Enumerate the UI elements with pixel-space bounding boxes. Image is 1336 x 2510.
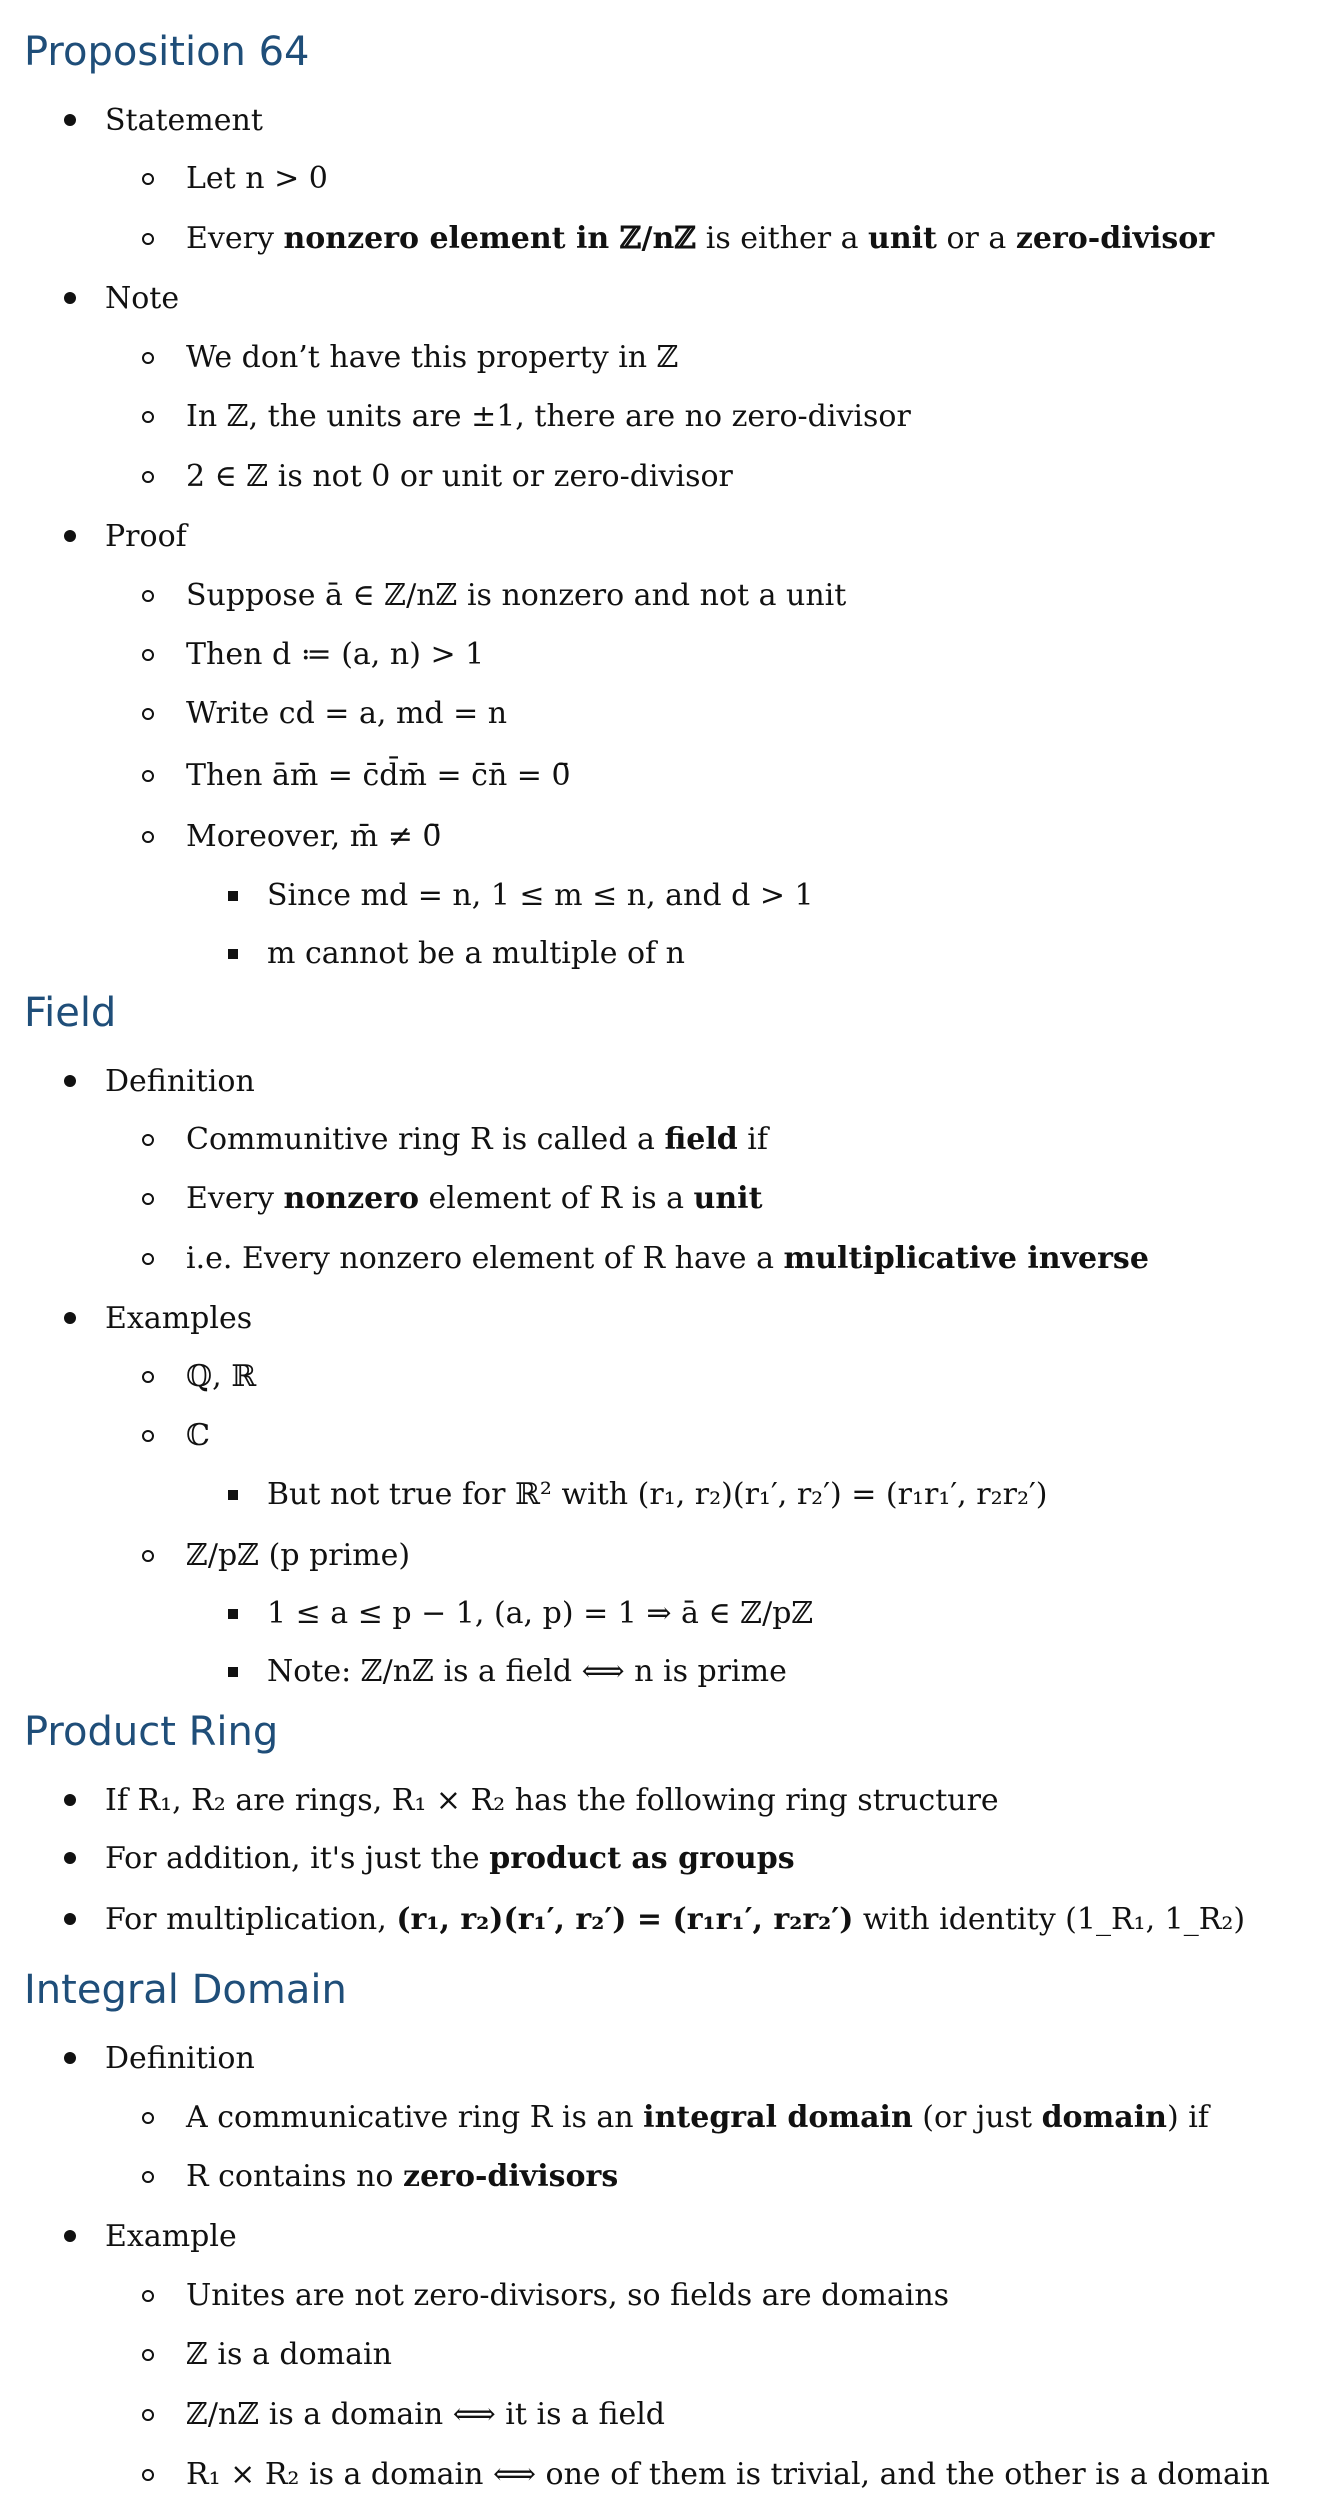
bullet-icon <box>64 530 76 542</box>
item-note-1: We don’t have this property in ℤ <box>186 340 679 375</box>
square-bullet-icon <box>228 949 238 959</box>
item-proof: Proof <box>105 519 187 554</box>
item-domain-d1: A communicative ring R is an integral domain (or just domain) if <box>186 2100 1209 2135</box>
circle-bullet-icon <box>142 649 154 661</box>
bullet-icon <box>64 2052 76 2064</box>
item-proof-1: Suppose ā ∈ ℤ/nℤ is nonzero and not a unit <box>186 578 847 613</box>
circle-bullet-icon <box>142 1550 154 1562</box>
circle-bullet-icon <box>142 2409 154 2421</box>
item-field-e3b: Note: ℤ/nℤ is a field ⟺ n is prime <box>267 1654 787 1689</box>
item-domain-x2: ℤ is a domain <box>186 2337 392 2372</box>
item-field-definition: Definition <box>105 1064 255 1099</box>
item-field-e3: ℤ/pℤ (p prime) <box>186 1538 411 1573</box>
item-domain-example: Example <box>105 2219 237 2254</box>
bullet-icon <box>64 292 76 304</box>
item-product-ring-2: For addition, it's just the product as groups <box>105 1841 795 1876</box>
item-field-e2: ℂ <box>186 1418 210 1453</box>
item-note-2: In ℤ, the units are ±1, there are no zero-divisor <box>186 399 911 434</box>
bullet-icon <box>64 1794 76 1806</box>
circle-bullet-icon <box>142 173 154 185</box>
bullet-icon <box>64 1075 76 1087</box>
item-proof-5b: m cannot be a multiple of n <box>267 936 686 971</box>
heading-field: Field <box>24 990 117 1036</box>
circle-bullet-icon <box>142 471 154 483</box>
circle-bullet-icon <box>142 233 154 245</box>
item-field-d1: Communitive ring R is called a field if <box>186 1122 768 1157</box>
heading-proposition-64: Proposition 64 <box>24 29 310 75</box>
item-domain-x4: R₁ × R₂ is a domain ⟺ one of them is trivial, and the other is a domain <box>186 2457 1270 2492</box>
item-statement: Statement <box>105 103 263 138</box>
bullet-icon <box>64 2230 76 2242</box>
bullet-icon <box>64 1852 76 1864</box>
circle-bullet-icon <box>142 590 154 602</box>
item-proof-5: Moreover, m̄ ≠ 0̄ <box>186 819 442 854</box>
item-proof-5a: Since md = n, 1 ≤ m ≤ n, and d > 1 <box>267 878 814 913</box>
item-every-nonzero: Every nonzero element in ℤ/nℤ is either a unit or a zero-divisor <box>186 221 1215 256</box>
circle-bullet-icon <box>142 831 154 843</box>
item-product-ring-1: If R₁, R₂ are rings, R₁ × R₂ has the following ring structure <box>105 1783 999 1818</box>
circle-bullet-icon <box>142 2171 154 2183</box>
item-field-d2: Every nonzero element of R is a unit <box>186 1181 763 1216</box>
circle-bullet-icon <box>142 2349 154 2361</box>
item-product-ring-3: For multiplication, (r₁, r₂)(r₁′, r₂′) = (r₁r₁′, r₂r₂′) with identity (1_R₁, 1_R₂) <box>105 1902 1246 1937</box>
circle-bullet-icon <box>142 2112 154 2124</box>
item-let-n: Let n > 0 <box>186 161 328 196</box>
item-field-d3: i.e. Every nonzero element of R have a multiplicative inverse <box>186 1241 1149 1276</box>
item-note: Note <box>105 281 180 316</box>
item-field-e3a: 1 ≤ a ≤ p − 1, (a, p) = 1 ⇒ ā ∈ ℤ/pℤ <box>267 1596 814 1631</box>
square-bullet-icon <box>228 1609 238 1619</box>
item-field-e1: ℚ, ℝ <box>186 1359 257 1394</box>
circle-bullet-icon <box>142 411 154 423</box>
item-domain-x3: ℤ/nℤ is a domain ⟺ it is a field <box>186 2397 666 2432</box>
circle-bullet-icon <box>142 2290 154 2302</box>
item-proof-4: Then ām̄ = c̄d̄m̄ = c̄n̄ = 0̄ <box>186 758 571 793</box>
circle-bullet-icon <box>142 770 154 782</box>
circle-bullet-icon <box>142 1430 154 1442</box>
item-proof-3: Write cd = a, md = n <box>186 696 508 731</box>
item-domain-x1: Unites are not zero-divisors, so fields are domains <box>186 2278 950 2313</box>
bullet-icon <box>64 1312 76 1324</box>
bullet-icon <box>64 114 76 126</box>
square-bullet-icon <box>228 891 238 901</box>
circle-bullet-icon <box>142 1134 154 1146</box>
item-note-3: 2 ∈ ℤ is not 0 or unit or zero-divisor <box>186 459 733 494</box>
item-field-examples: Examples <box>105 1301 253 1336</box>
circle-bullet-icon <box>142 2469 154 2481</box>
square-bullet-icon <box>228 1667 238 1677</box>
circle-bullet-icon <box>142 1253 154 1265</box>
heading-integral-domain: Integral Domain <box>24 1967 347 2013</box>
item-domain-d2: R contains no zero-divisors <box>186 2159 619 2194</box>
item-field-e2a: But not true for ℝ² with (r₁, r₂)(r₁′, r₂′) = (r₁r₁′, r₂r₂′) <box>267 1477 1048 1512</box>
circle-bullet-icon <box>142 1193 154 1205</box>
bullet-icon <box>64 1913 76 1925</box>
item-domain-definition: Definition <box>105 2041 255 2076</box>
heading-product-ring: Product Ring <box>24 1709 279 1755</box>
circle-bullet-icon <box>142 708 154 720</box>
square-bullet-icon <box>228 1490 238 1500</box>
item-proof-2: Then d ≔ (a, n) > 1 <box>186 637 485 672</box>
circle-bullet-icon <box>142 352 154 364</box>
circle-bullet-icon <box>142 1371 154 1383</box>
